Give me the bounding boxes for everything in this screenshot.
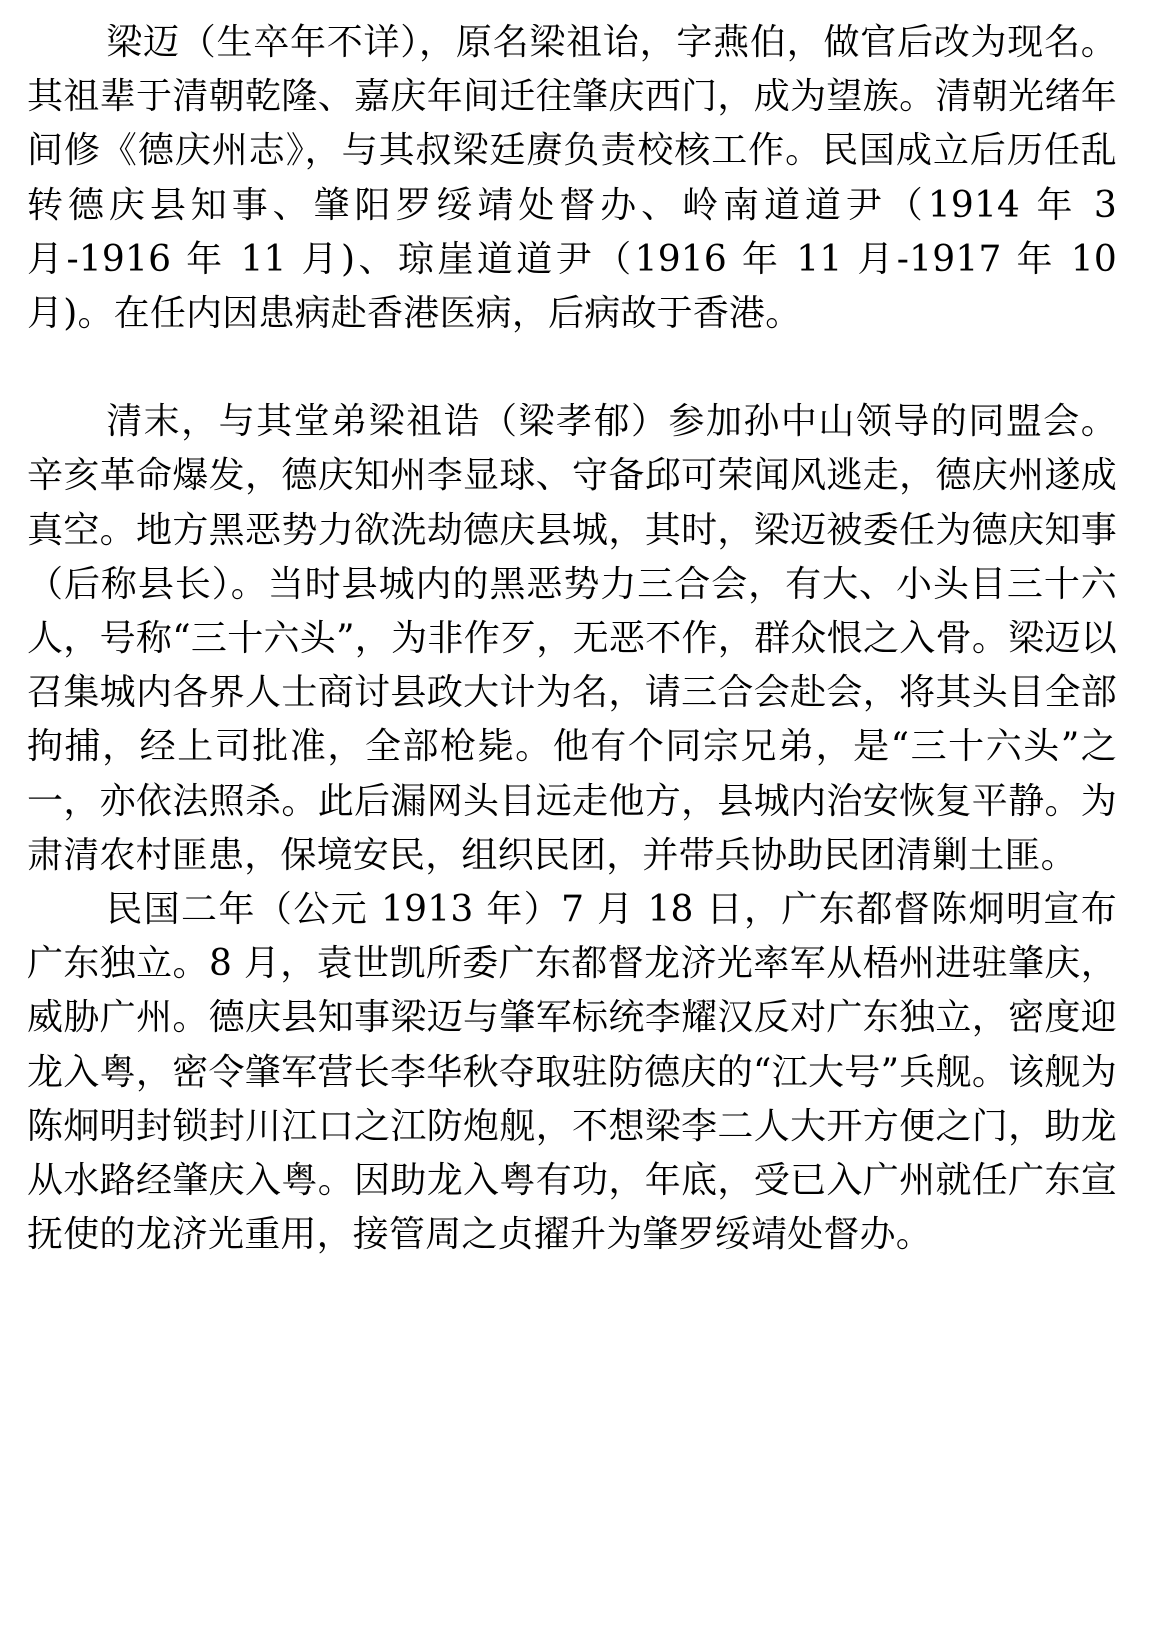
document-page <box>27 16 1117 1262</box>
paragraph-biography: 梁迈（生卒年不详），原名梁祖诒，字燕伯，做官后改为现名。其祖辈于清朝乾隆、嘉庆年间迁往肇庆西门，成为望族。清朝光绪年间修《德庆州志》，与其叔梁廷赓负责校核工作。民国成立后历任乱转德庆县知事、肇阳罗绥靖处督办、岭南道道尹（1914 年 3 月-1916 年 11 月)、琼崖道道尹（1916 年 11 月-1917 年 10 月)。在任内因患病赴香港医病，后病故于香港。 <box>27 22 1117 335</box>
paragraph-spacer <box>27 341 1117 395</box>
paragraph-independence: 民国二年（公元 1913 年）7 月 18 日，广东都督陈炯明宣布广东独立。8 月，袁世凯所委广东都督龙济光率军从梧州进驻肇庆，威胁广州。德庆县知事梁迈与肇军标统李耀汉反对广东独立，密度迎龙入粤，密令肇军营长李华秋夺取驻防德庆的“江大号”兵舰。该舰为陈炯明封锁封川江口之江防炮舰，不想梁李二人大开方便之门，助龙从水路经肇庆入粤。因助龙入粤有功，年底，受已入广州就任广东宣抚使的龙济光重用，接管周之贞擢升为肇罗绥靖处督办。 <box>27 889 1117 1256</box>
paragraph-revolution: 清末，与其堂弟梁祖诰（梁孝郁）参加孙中山领导的同盟会。辛亥革命爆发，德庆知州李显球、守备邱可荣闻风逃走，德庆州遂成真空。地方黑恶势力欲洗劫德庆县城，其时，梁迈被委任为德庆知事（后称县长）。当时县城内的黑恶势力三合会，有大、小头目三十六人，号称“三十六头”，为非作歹，无恶不作，群众恨之入骨。梁迈以召集城内各界人士商讨县政大计为名，请三合会赴会，将其头目全部拘捕，经上司批准，全部枪毙。他有个同宗兄弟，是“三十六头”之一，亦依法照杀。此后漏网头目远走他方，县城内治安恢复平静。为肃清农村匪患，保境安民，组织民团，并带兵协助民团清剿土匪。 <box>27 401 1117 876</box>
